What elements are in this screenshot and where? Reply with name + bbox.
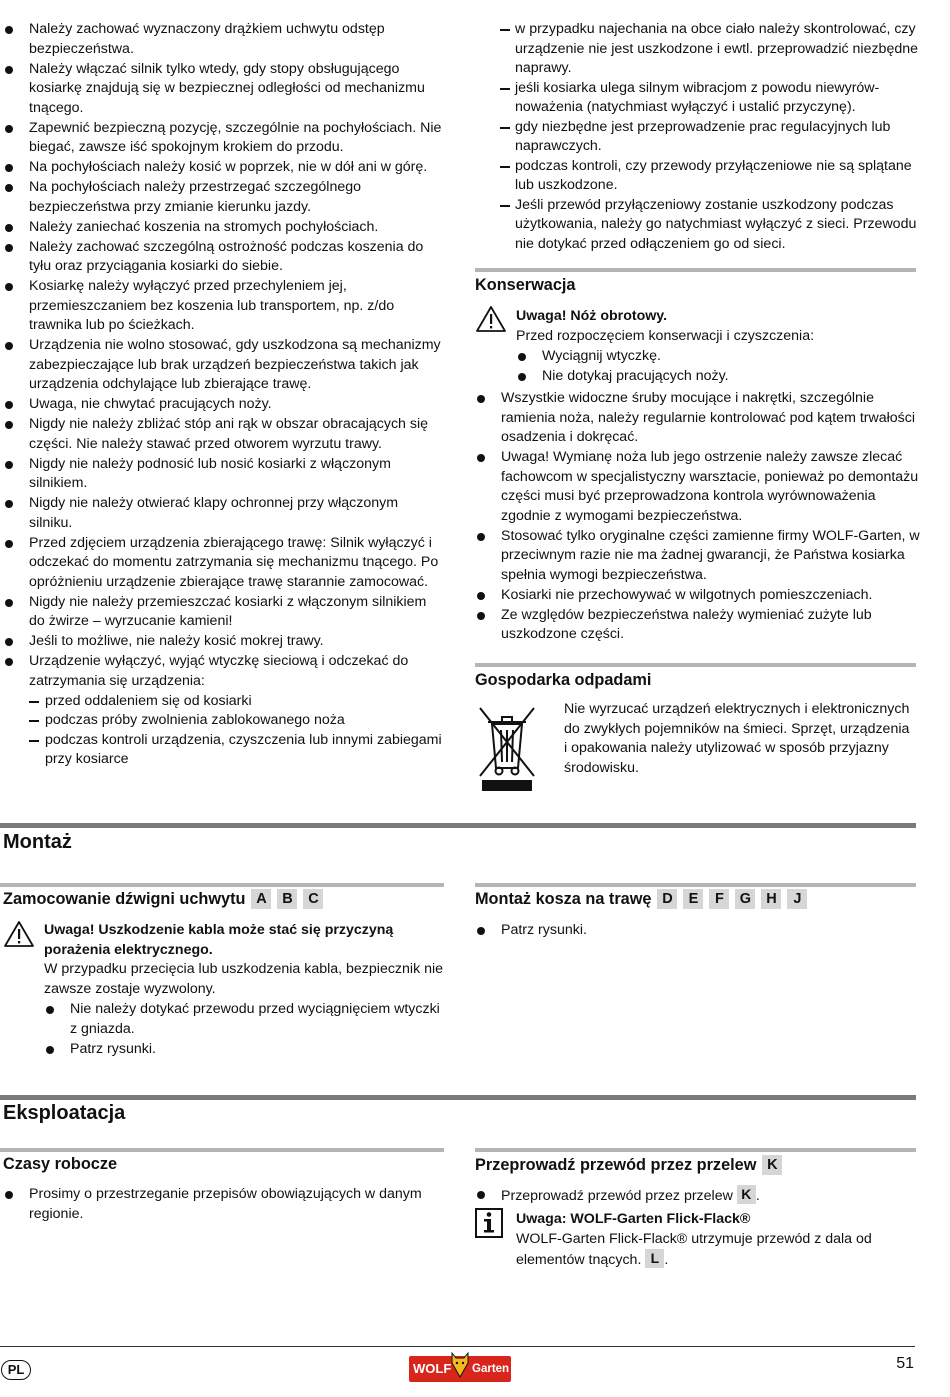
figure-badge-a: A (251, 889, 271, 909)
list-item: Patrz rysunki. (44, 1040, 444, 1060)
list-item: Nigdy nie należy przemieszczać kosiarki z włączonym silnikiem do żwirze – wyrzucanie kamieni! (3, 593, 443, 632)
konserwacja-title: Konserwacja (475, 276, 576, 294)
zamocowanie-title (3, 889, 323, 910)
list-item: Nigdy nie należy otwierać klapy ochronnej przy włączonym silniku. (3, 494, 443, 533)
przewod-bar (475, 1148, 916, 1152)
list-item: Nie należy dotykać przewodu przed wyciągnięciem wtyczki z gniazda. (44, 1000, 444, 1039)
figure-badge-d: D (657, 889, 677, 909)
safety-dash-list-cont (500, 20, 918, 254)
konserwacja-list (475, 389, 920, 645)
konserwacja-list-wrap (475, 389, 920, 645)
list-item: Urządzenia nie wolno stosować, gdy uszkodzona są mechanizmy zabezpieczające lub brak urządzeń bezpieczeństwa takich jak urządzenia odchylające lub zbierające trawę. (3, 336, 443, 395)
safety-dash-list (29, 692, 443, 770)
list-item: Kosiarkę należy wyłączyć przed przechyleniem jej, przemieszczaniem bez koszenia lub transportem, np. z/do trawnika lub po ścieżkach. (3, 277, 443, 336)
konserwacja-warning (475, 305, 916, 387)
list-item: Należy włączać silnik tylko wtedy, gdy stopy obsługującego kosiarkę znajdują się w bezpiecznej odległości od mechanizmu tnącego. (3, 60, 443, 119)
zamocowanie-bar (0, 883, 444, 887)
kosz-bar (475, 883, 916, 887)
warning-list (516, 347, 916, 387)
figure-badge-j: J (787, 889, 807, 909)
wolf-head-icon (449, 1349, 471, 1379)
przewod-list-wrap (475, 1185, 915, 1207)
kosz-list (475, 921, 915, 941)
warning-text: Przed rozpoczęciem konserwacji i czyszczenia: (516, 327, 815, 344)
list-item: Przed zdjęciem urządzenia zbierającego trawę: Silnik wyłączyć i odczekać do momentu zatrzymania się mechanizmu tnącego. Po opróżnieniu urządzenie zbierające trawę starannie zamocować. (3, 534, 443, 593)
list-item: Uwaga! Wymianę noża lub jego ostrzenie należy zawsze zlecać fachowcom w specjalistyczny warsztacie, ponieważ po demontażu części musi być przeprowadzona kontrola wyrównoważenia zgodnie z wymogami bezpieczeństwa. (475, 448, 920, 526)
warning-icon (3, 920, 35, 948)
list-item: Należy zachować szczególną ostrożność podczas koszenia do tyłu oraz przyciągania kosiarki do siebie. (3, 238, 443, 277)
figure-badge-e: E (683, 889, 703, 909)
left-safety-column (3, 20, 443, 770)
list-item: Stosować tylko oryginalne części zamienne firmy WOLF-Garten, w przeciwnym razie nie ma żadnej gwarancji, że Państwa kosiarka spełnia wymogi bezpieczeństwa. (475, 527, 920, 586)
info-text: WOLF-Garten Flick-Flack® utrzymuje przewód z dala od elementów tnących. L . (516, 1230, 872, 1268)
list-item: Przeprowadź przewód przez przelew K . (475, 1185, 915, 1207)
list-item: Jeśli to możliwe, nie należy kosić mokrej trawy. (3, 632, 443, 652)
figure-badge-h: H (761, 889, 781, 909)
kabel-warning (3, 920, 443, 1060)
list-item: Na pochyłościach należy kosić w poprzek, nie w dół ani w górę. (3, 158, 443, 178)
warning-icon (475, 305, 507, 333)
list-item: Należy zaniechać koszenia na stromych pochyłościach. (3, 218, 443, 238)
czasy-title: Czasy robocze (3, 1155, 118, 1173)
montaz-title: Montaż (3, 831, 72, 853)
figure-badges (651, 890, 807, 908)
list-item: Kosiarki nie przechowywać w wilgotnych pomieszczeniach. (475, 586, 920, 606)
list-item: Wyciągnij wtyczkę. (516, 347, 916, 367)
list-item: Prosimy o przestrzeganie przepisów obowiązujących w danym regionie. (3, 1185, 443, 1224)
info-title: Uwaga: WOLF-Garten Flick-Flack® (516, 1211, 751, 1227)
list-item: Należy zachować wyznaczony drążkiem uchwytu odstęp bezpieczeństwa. (3, 20, 443, 59)
kosz-title-text: Montaż kosza na trawę (475, 890, 652, 908)
figure-badge-k: K (762, 1155, 782, 1175)
list-item: gdy niezbędne jest przeprowadzenie prac regulacyjnych lub naprawczych. (500, 118, 918, 157)
gospodarka-bar (475, 663, 916, 667)
przewod-title-text: Przeprowadź przewód przez przelew (475, 1156, 757, 1174)
figure-badge-b: B (277, 889, 297, 909)
kosz-title (475, 889, 807, 910)
safety-list (3, 20, 443, 691)
gospodarka-title: Gospodarka odpadami (475, 671, 652, 689)
montaz-bar (0, 823, 916, 828)
list-item: Nie dotykaj pracujących noży. (516, 367, 916, 387)
list-item: Urządzenie wyłączyć, wyjąć wtyczkę sieciową i odczekać do zatrzymania się urządzenia: (3, 652, 443, 691)
przewod-title (475, 1155, 782, 1176)
konserwacja-bar (475, 268, 916, 272)
eksploatacja-bar (0, 1095, 916, 1100)
list-item: podczas kontroli urządzenia, czyszczenia lub innymi zabiegami przy kosiarce (29, 731, 443, 770)
list-item: podczas próby zwolnienia zablokowanego noża (29, 711, 443, 731)
warning-title: Uwaga! Nóż obrotowy. (516, 308, 668, 324)
list-item: Uwaga, nie chwytać pracujących noży. (3, 395, 443, 415)
figure-badges (245, 890, 323, 908)
list-item: Patrz rysunki. (475, 921, 915, 941)
wolf-garten-logo: WOLF Garten (409, 1356, 511, 1382)
info-icon (475, 1208, 503, 1238)
list-item: Zapewnić bezpieczną pozycję, szczególnie na pochyłościach. Nie biegać, zawsze iść spokojnym krokiem do przodu. (3, 119, 443, 158)
eksploatacja-title: Eksploatacja (3, 1102, 126, 1124)
language-badge: PL (1, 1360, 31, 1380)
warning-list (44, 1000, 444, 1059)
list-item: Ze względów bezpieczeństwa należy wymieniać zużyte lub uszkodzone części. (475, 606, 920, 645)
list-item: podczas kontroli, czy przewody przyłączeniowe nie są splątane lub uszkodzone. (500, 157, 918, 196)
list-item: Nigdy nie należy podnosić lub nosić kosiarki z włączonym silnikiem. (3, 455, 443, 494)
list-item: Wszystkie widoczne śruby mocujące i nakrętki, szczególnie ramienia noża, należy regularnie kontrolować pod kątem trwałości osadzenia i dokręcać. (475, 389, 920, 448)
figure-badge-c: C (303, 889, 323, 909)
list-item: przed oddaleniem się od kosiarki (29, 692, 443, 712)
figure-badge-l: L (645, 1249, 664, 1268)
list-item: jeśli kosiarka ulega silnym wibracjom z powodu niewyrów-noważenia (natychmiast wyłączyć i ustalić przyczynę). (500, 79, 918, 118)
czasy-bar (0, 1148, 444, 1152)
list-item: w przypadku najechania na obce ciało należy skontrolować, czy urządzenie nie jest uszkodzone i ewtl. przeprowadzić niezbędne naprawy. (500, 20, 918, 79)
warning-text: W przypadku przecięcia lub uszkodzenia kabla, bezpiecznik nie zawsze zostaje wyzwolony. (44, 961, 444, 997)
kosz-list-wrap (475, 921, 915, 941)
list-item: Nigdy nie należy zbliżać stóp ani rąk w obszar obracających się części. Nie należy stawać przed otworem wyrzutu trawy. (3, 415, 443, 454)
footer-rule (0, 1346, 915, 1347)
czasy-list (3, 1185, 443, 1224)
figure-badge-k: K (737, 1185, 756, 1204)
warning-title: Uwaga! Uszkodzenie kabla może stać się przyczyną porażenia elektrycznego. (44, 922, 394, 958)
czasy-list-wrap (3, 1185, 443, 1225)
list-item: Jeśli przewód przyłączeniowy zostanie uszkodzony podczas użytkowania, należy go natychmiast wyłączyć z sieci. Przewodu nie dotykać przed odłączeniem go od sieci. (500, 196, 918, 255)
list-item: Na pochyłościach należy przestrzegać szczególnego bezpieczeństwa przy zmianie kierunku jazdy. (3, 178, 443, 217)
flick-flack-info (475, 1208, 916, 1270)
zamocowanie-title-text: Zamocowanie dźwigni uchwytu (3, 890, 246, 908)
page-number: 51 (896, 1355, 914, 1372)
gospodarka-text: Nie wyrzucać urządzeń elektrycznych i elektronicznych do zwykłych pojemników na śmieci. Sprzęt, urządzenia i opakowania należy utylizować w sposób przyjazny środowisku. (564, 701, 910, 776)
figure-badge-f: F (709, 889, 729, 909)
weee-bin-icon (474, 702, 540, 794)
figure-badge-g: G (735, 889, 755, 909)
right-safety-column (500, 20, 918, 254)
